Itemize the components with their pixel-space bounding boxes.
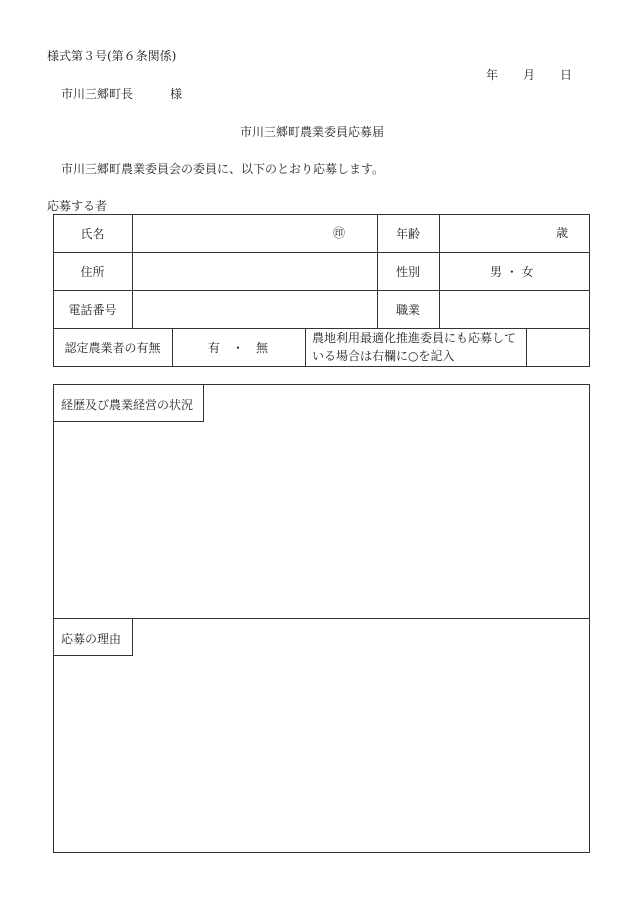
date-month-label: 月 <box>523 68 536 82</box>
name-label: 氏名 <box>80 226 105 241</box>
age-label: 年齢 <box>395 226 420 241</box>
reason-label: 応募の理由 <box>61 632 122 646</box>
form-id: 様式第３号(第６条関係) <box>47 49 177 63</box>
also-apply-note-line2: いる場合は右欄に○を記入 <box>312 349 455 363</box>
date-day-label: 日 <box>560 68 573 82</box>
address-label: 住所 <box>80 264 105 279</box>
date-year-label: 年 <box>486 68 499 82</box>
gender-label: 性別 <box>395 264 420 279</box>
occupation-label: 職業 <box>395 302 420 317</box>
certified-farmer-options[interactable]: 有 ・ 無 <box>208 341 269 355</box>
col-divider <box>305 328 306 367</box>
intro-text: 市川三郷町農業委員会の委員に、以下のとおり応募します。 <box>61 162 385 176</box>
section-divider <box>53 618 590 619</box>
address-field[interactable] <box>132 252 377 290</box>
phone-label: 電話番号 <box>68 302 117 317</box>
also-apply-mark-field[interactable] <box>526 328 590 367</box>
document-title: 市川三郷町農業委員応募届 <box>240 125 385 139</box>
certified-farmer-label: 認定農業者の有無 <box>64 341 161 355</box>
reason-field[interactable] <box>60 664 580 844</box>
seal-mark: ㊞ <box>333 226 346 240</box>
applicant-heading: 応募する者 <box>47 199 108 213</box>
gender-options[interactable]: 男 ・ 女 <box>490 264 534 279</box>
addressee-honorific: 様 <box>170 87 183 101</box>
phone-field[interactable] <box>132 290 377 328</box>
career-label: 経歴及び農業経営の状況 <box>61 398 194 412</box>
addressee-name: 市川三郷町長 <box>61 87 134 101</box>
career-field[interactable] <box>60 430 580 610</box>
age-unit: 歳 <box>556 226 569 240</box>
occupation-field[interactable] <box>439 290 590 328</box>
also-apply-note-line1: 農地利用最適化推進委員にも応募して <box>312 331 517 345</box>
